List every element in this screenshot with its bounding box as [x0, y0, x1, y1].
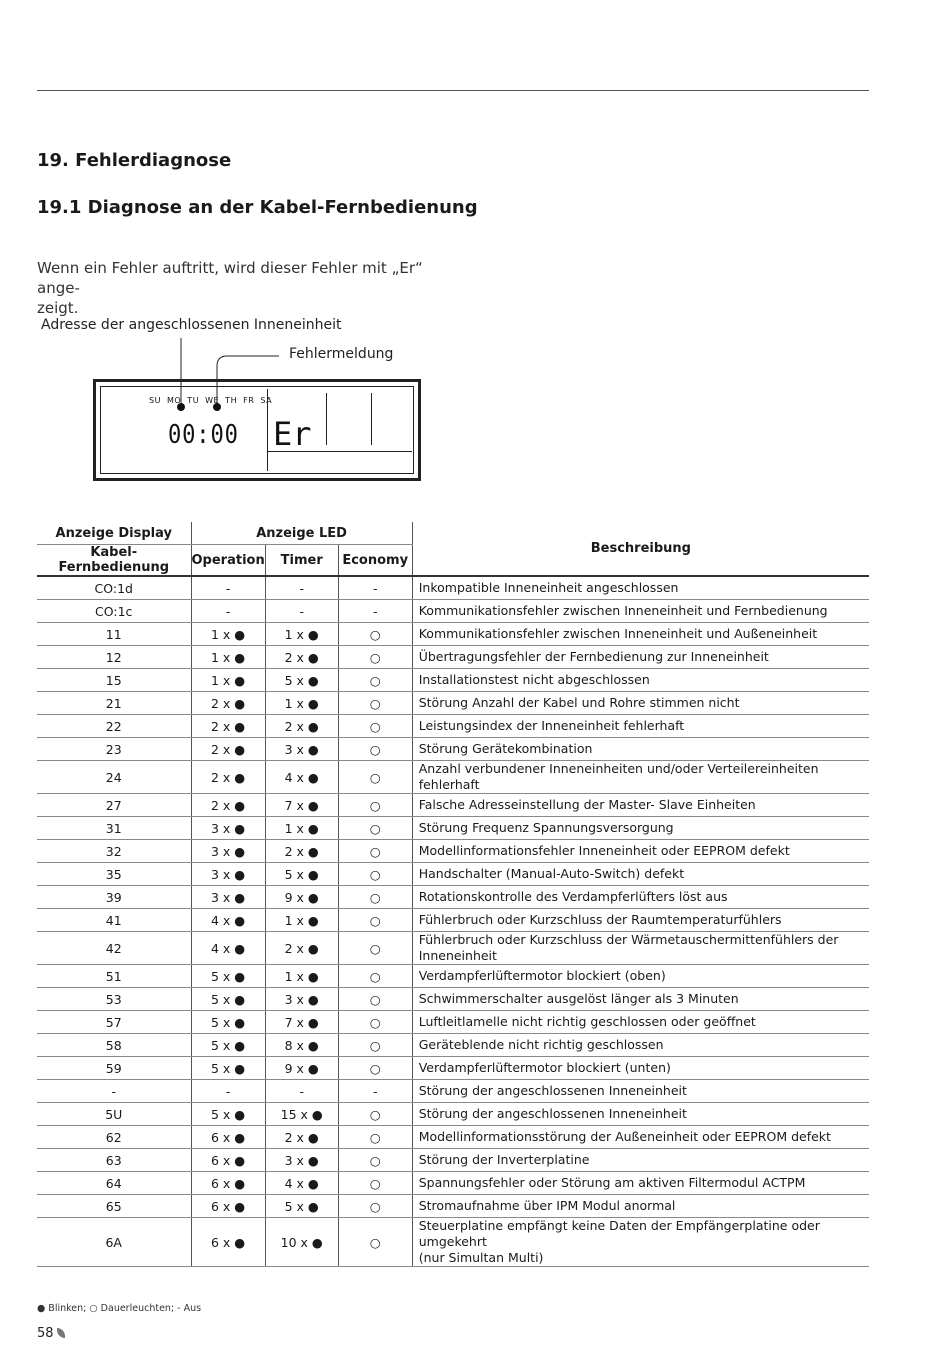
- cell-code: 42: [37, 932, 191, 965]
- cell-code: 6A: [37, 1218, 191, 1267]
- cell-code: 65: [37, 1195, 191, 1218]
- cell-description: Luftleitlamelle nicht richtig geschlossen oder geöffnet: [412, 1011, 869, 1034]
- cell-description: Installationstest nicht abgeschlossen: [412, 669, 869, 692]
- cell-description: Störung Anzahl der Kabel und Rohre stimmen nicht: [412, 692, 869, 715]
- cell-code: 21: [37, 692, 191, 715]
- table-row: [37, 692, 869, 715]
- cell-description: Leistungsindex der Inneneinheit fehlerhaft: [412, 715, 869, 738]
- cell-code: 5U: [37, 1103, 191, 1126]
- cell-code: 11: [37, 623, 191, 646]
- cell-economy: ○: [338, 1103, 412, 1126]
- table-row: [37, 576, 869, 600]
- cell-description: Stromaufnahme über IPM Modul anormal: [412, 1195, 869, 1218]
- cell-code: 53: [37, 988, 191, 1011]
- cell-operation: 1 x ●: [191, 669, 265, 692]
- error-code-table: [37, 522, 869, 1267]
- cell-economy: ○: [338, 738, 412, 761]
- cell-description: Störung Gerätekombination: [412, 738, 869, 761]
- cell-operation: -: [191, 576, 265, 600]
- cell-operation: 1 x ●: [191, 646, 265, 669]
- cell-timer: -: [265, 1080, 338, 1103]
- cell-description: Verdampferlüftermotor blockiert (unten): [412, 1057, 869, 1080]
- leaf-icon: [57, 1328, 65, 1338]
- header-operation: Operation: [191, 545, 265, 577]
- cell-timer: 2 x ●: [265, 932, 338, 965]
- cell-economy: ○: [338, 1057, 412, 1080]
- table-row: [37, 1195, 869, 1218]
- cell-description: Steuerplatine empfängt keine Daten der Empfängerplatine oder umgekehrt (nur Simultan Multi): [412, 1218, 869, 1267]
- cell-economy: ○: [338, 1126, 412, 1149]
- subsection-heading: 19.1 Diagnose an der Kabel-Fernbedienung: [37, 197, 478, 218]
- cell-code: 51: [37, 965, 191, 988]
- cell-operation: 5 x ●: [191, 1057, 265, 1080]
- cell-code: 57: [37, 1011, 191, 1034]
- cell-description: Modellinformationsstörung der Außeneinheit oder EEPROM defekt: [412, 1126, 869, 1149]
- header-display: Anzeige Display: [37, 522, 191, 545]
- cell-operation: -: [191, 600, 265, 623]
- cell-code: CO:1d: [37, 576, 191, 600]
- table-row: [37, 840, 869, 863]
- cell-timer: 1 x ●: [265, 909, 338, 932]
- table-row: [37, 1218, 869, 1267]
- cell-code: 15: [37, 669, 191, 692]
- cell-economy: ○: [338, 817, 412, 840]
- cell-timer: -: [265, 600, 338, 623]
- cell-code: 58: [37, 1034, 191, 1057]
- cell-timer: 1 x ●: [265, 692, 338, 715]
- cell-economy: ○: [338, 1011, 412, 1034]
- cell-description: Geräteblende nicht richtig geschlossen: [412, 1034, 869, 1057]
- cell-timer: 15 x ●: [265, 1103, 338, 1126]
- cell-description: Anzahl verbundener Inneneinheiten und/oder Verteilereinheiten fehlerhaft: [412, 761, 869, 794]
- table-row: [37, 669, 869, 692]
- cell-economy: ○: [338, 692, 412, 715]
- header-remote: Kabel-Fernbedienung: [37, 545, 191, 577]
- cell-operation: 2 x ●: [191, 692, 265, 715]
- cell-description: Verdampferlüftermotor blockiert (oben): [412, 965, 869, 988]
- cell-description: Rotationskontrolle des Verdampferlüfters löst aus: [412, 886, 869, 909]
- table-row: [37, 965, 869, 988]
- cell-description: Störung der angeschlossenen Inneneinheit: [412, 1080, 869, 1103]
- table-row: [37, 1172, 869, 1195]
- cell-code: 63: [37, 1149, 191, 1172]
- cell-timer: 3 x ●: [265, 1149, 338, 1172]
- cell-code: 32: [37, 840, 191, 863]
- cell-description: Inkompatible Inneneinheit angeschlossen: [412, 576, 869, 600]
- cell-timer: 5 x ●: [265, 669, 338, 692]
- cell-operation: 5 x ●: [191, 1011, 265, 1034]
- cell-timer: 9 x ●: [265, 1057, 338, 1080]
- lcd-baseline: [267, 451, 412, 452]
- table-row: [37, 1103, 869, 1126]
- cell-economy: ○: [338, 1149, 412, 1172]
- cell-timer: 1 x ●: [265, 817, 338, 840]
- cell-description: Störung der Inverterplatine: [412, 1149, 869, 1172]
- cell-description: Kommunikationsfehler zwischen Inneneinheit und Außeneinheit: [412, 623, 869, 646]
- cell-timer: 3 x ●: [265, 738, 338, 761]
- cell-code: 41: [37, 909, 191, 932]
- cell-timer: 7 x ●: [265, 1011, 338, 1034]
- cell-economy: -: [338, 576, 412, 600]
- cell-operation: 6 x ●: [191, 1149, 265, 1172]
- cell-operation: 3 x ●: [191, 840, 265, 863]
- table-row: [37, 817, 869, 840]
- cell-description: Modellinformationsfehler Inneneinheit oder EEPROM defekt: [412, 840, 869, 863]
- cell-code: 22: [37, 715, 191, 738]
- page-number-text: 58: [37, 1326, 54, 1341]
- cell-operation: 3 x ●: [191, 886, 265, 909]
- error-message-label: Fehlermeldung: [289, 346, 394, 362]
- header-led: Anzeige LED: [191, 522, 412, 545]
- cell-timer: 9 x ●: [265, 886, 338, 909]
- cell-code: 24: [37, 761, 191, 794]
- cell-economy: ○: [338, 623, 412, 646]
- lcd-segment-line: [326, 393, 327, 445]
- cell-description: Fühlerbruch oder Kurzschluss der Raumtemperaturfühlers: [412, 909, 869, 932]
- cell-timer: 4 x ●: [265, 761, 338, 794]
- cell-operation: 3 x ●: [191, 863, 265, 886]
- cell-economy: ○: [338, 988, 412, 1011]
- weekday-indicators: SU MO TU WE TH FR SA: [149, 396, 273, 405]
- table-row: [37, 794, 869, 817]
- cell-economy: ○: [338, 761, 412, 794]
- cell-economy: ○: [338, 794, 412, 817]
- table-row: [37, 715, 869, 738]
- table-row: [37, 1126, 869, 1149]
- cell-description: Handschalter (Manual-Auto-Switch) defekt: [412, 863, 869, 886]
- cell-operation: 1 x ●: [191, 623, 265, 646]
- cell-operation: 6 x ●: [191, 1218, 265, 1267]
- header-economy: Economy: [338, 545, 412, 577]
- cell-description: Störung der angeschlossenen Inneneinheit: [412, 1103, 869, 1126]
- cell-operation: 5 x ●: [191, 965, 265, 988]
- error-code-display: Er: [273, 415, 312, 453]
- cell-economy: ○: [338, 1195, 412, 1218]
- header-timer: Timer: [265, 545, 338, 577]
- cell-code: 64: [37, 1172, 191, 1195]
- cell-code: 59: [37, 1057, 191, 1080]
- cell-economy: ○: [338, 965, 412, 988]
- table-row: [37, 761, 869, 794]
- address-label: Adresse der angeschlossenen Inneneinheit: [41, 317, 342, 333]
- cell-description: Kommunikationsfehler zwischen Inneneinheit und Fernbedienung: [412, 600, 869, 623]
- cell-timer: 2 x ●: [265, 1126, 338, 1149]
- cell-code: 31: [37, 817, 191, 840]
- cell-economy: ○: [338, 932, 412, 965]
- cell-timer: -: [265, 576, 338, 600]
- cell-operation: 5 x ●: [191, 1103, 265, 1126]
- cell-code: -: [37, 1080, 191, 1103]
- cell-operation: -: [191, 1080, 265, 1103]
- cell-timer: 1 x ●: [265, 623, 338, 646]
- cell-operation: 3 x ●: [191, 817, 265, 840]
- lcd-divider: [267, 389, 268, 471]
- cell-economy: ○: [338, 840, 412, 863]
- cell-code: 12: [37, 646, 191, 669]
- table-row: [37, 988, 869, 1011]
- cell-description: Übertragungsfehler der Fernbedienung zur Inneneinheit: [412, 646, 869, 669]
- cell-economy: ○: [338, 1172, 412, 1195]
- cell-operation: 4 x ●: [191, 932, 265, 965]
- lcd-segment-line: [371, 393, 372, 445]
- cell-economy: -: [338, 1080, 412, 1103]
- cell-operation: 6 x ●: [191, 1195, 265, 1218]
- intro-text: Wenn ein Fehler auftritt, wird dieser Fehler mit „Er“ ange- zeigt.: [37, 259, 423, 317]
- cell-timer: 7 x ●: [265, 794, 338, 817]
- cell-description: Fühlerbruch oder Kurzschluss der Wärmetauschermittenfühlers der Inneneinheit: [412, 932, 869, 965]
- table-row: [37, 1057, 869, 1080]
- cell-description: Falsche Adresseinstellung der Master- Slave Einheiten: [412, 794, 869, 817]
- cell-operation: 6 x ●: [191, 1126, 265, 1149]
- cell-timer: 4 x ●: [265, 1172, 338, 1195]
- cell-operation: 5 x ●: [191, 1034, 265, 1057]
- page-number: [37, 1326, 65, 1341]
- cell-timer: 1 x ●: [265, 965, 338, 988]
- cell-code: CO:1c: [37, 600, 191, 623]
- cell-economy: ○: [338, 715, 412, 738]
- table-row: [37, 738, 869, 761]
- cell-economy: ○: [338, 886, 412, 909]
- cell-operation: 2 x ●: [191, 738, 265, 761]
- cell-description: Spannungsfehler oder Störung am aktiven Filtermodul ACTPM: [412, 1172, 869, 1195]
- cell-timer: 2 x ●: [265, 646, 338, 669]
- table-row: [37, 600, 869, 623]
- cell-timer: 5 x ●: [265, 863, 338, 886]
- cell-code: 27: [37, 794, 191, 817]
- cell-timer: 8 x ●: [265, 1034, 338, 1057]
- cell-operation: 6 x ●: [191, 1172, 265, 1195]
- cell-operation: 4 x ●: [191, 909, 265, 932]
- table-row: [37, 623, 869, 646]
- table-row: [37, 646, 869, 669]
- cell-operation: 2 x ●: [191, 761, 265, 794]
- cell-economy: ○: [338, 669, 412, 692]
- cell-code: 39: [37, 886, 191, 909]
- cell-operation: 5 x ●: [191, 988, 265, 1011]
- cell-economy: ○: [338, 1218, 412, 1267]
- clock-digits: 00:00: [168, 420, 239, 450]
- cell-economy: ○: [338, 1034, 412, 1057]
- table-row: [37, 863, 869, 886]
- cell-economy: ○: [338, 863, 412, 886]
- cell-timer: 2 x ●: [265, 840, 338, 863]
- table-row: [37, 1034, 869, 1057]
- table-row: [37, 1080, 869, 1103]
- cell-timer: 5 x ●: [265, 1195, 338, 1218]
- table-row: [37, 932, 869, 965]
- cell-code: 35: [37, 863, 191, 886]
- cell-timer: 2 x ●: [265, 715, 338, 738]
- legend-footnote: ● Blinken; ○ Dauerleuchten; - Aus: [37, 1303, 202, 1314]
- cell-economy: ○: [338, 909, 412, 932]
- callout-lines: [0, 0, 950, 420]
- table-row: [37, 1011, 869, 1034]
- cell-operation: 2 x ●: [191, 715, 265, 738]
- cell-economy: ○: [338, 646, 412, 669]
- cell-description: Schwimmerschalter ausgelöst länger als 3 Minuten: [412, 988, 869, 1011]
- cell-description: Störung Frequenz Spannungsversorgung: [412, 817, 869, 840]
- remote-lcd-display: [93, 379, 421, 481]
- cell-code: 23: [37, 738, 191, 761]
- cell-economy: -: [338, 600, 412, 623]
- table-row: [37, 909, 869, 932]
- cell-operation: 2 x ●: [191, 794, 265, 817]
- header-description: Beschreibung: [412, 522, 869, 576]
- table-row: [37, 886, 869, 909]
- table-row: [37, 1149, 869, 1172]
- cell-code: 62: [37, 1126, 191, 1149]
- cell-timer: 3 x ●: [265, 988, 338, 1011]
- cell-timer: 10 x ●: [265, 1218, 338, 1267]
- section-heading: 19. Fehlerdiagnose: [37, 150, 232, 171]
